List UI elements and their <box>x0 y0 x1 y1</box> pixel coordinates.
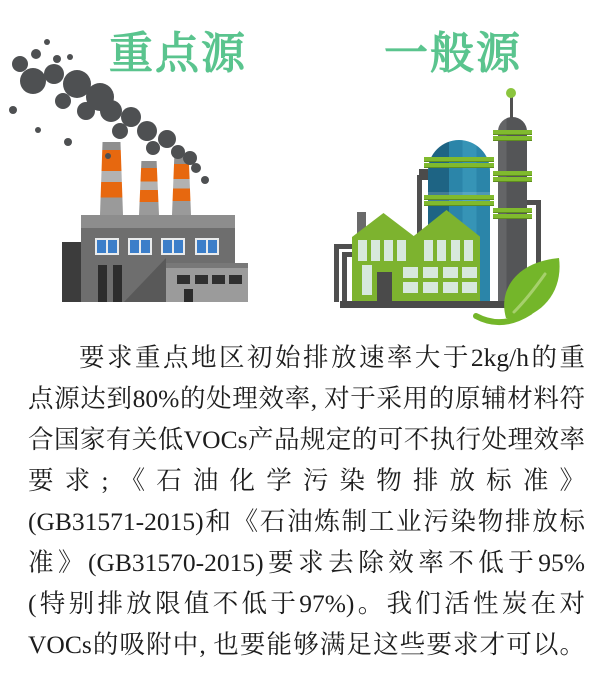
antenna-light <box>506 88 516 98</box>
plant-window <box>358 240 367 261</box>
paragraph-line: 合国家有关低VOCs产品规定的可不执行处理效率 <box>28 425 585 454</box>
paragraph-line: (GB31571-2015)和《石油炼制工业污染物排放标 <box>28 507 585 536</box>
paragraph-line: VOCs的吸附中, 也要能够满足这些要求才可以。 <box>28 630 585 659</box>
antenna-icon <box>510 97 513 118</box>
paragraph-line: 点源达到80%的处理效率, 对于采用的原辅材料符 <box>28 384 585 413</box>
paragraph-line: (特别排放限值不低于97%)。我们活性炭在对 <box>28 589 585 618</box>
plant-window <box>423 282 438 293</box>
green-ring <box>493 208 532 219</box>
body-paragraph <box>28 337 585 665</box>
plant-window <box>423 267 438 278</box>
plant-door <box>377 272 392 302</box>
plant-window <box>397 240 406 261</box>
heading-general-source: 一般源 <box>384 29 522 78</box>
plant-window <box>403 282 418 293</box>
plant-window <box>451 240 460 261</box>
green-ring <box>424 157 494 168</box>
plant-window <box>437 240 446 261</box>
plant-window <box>362 265 372 295</box>
paragraph-line: 要求;《石油化学污染物排放标准》 <box>28 466 585 495</box>
paragraph-line: 要求重点地区初始排放速率大于2kg/h的重 <box>79 343 585 372</box>
tank-valve <box>419 169 428 180</box>
paragraph-line: 准》(GB31570-2015)要求去除效率不低于95% <box>28 548 585 577</box>
green-ring <box>424 195 494 206</box>
plant-window <box>443 282 458 293</box>
plant-window <box>371 240 380 261</box>
plant-window <box>424 240 433 261</box>
green-ring <box>493 171 532 182</box>
plant-window <box>403 267 418 278</box>
leaf-icon <box>462 250 572 330</box>
green-ring <box>493 130 532 141</box>
plant-window <box>384 240 393 261</box>
plant-window <box>443 267 458 278</box>
heading-key-source: 重点源 <box>109 29 247 78</box>
